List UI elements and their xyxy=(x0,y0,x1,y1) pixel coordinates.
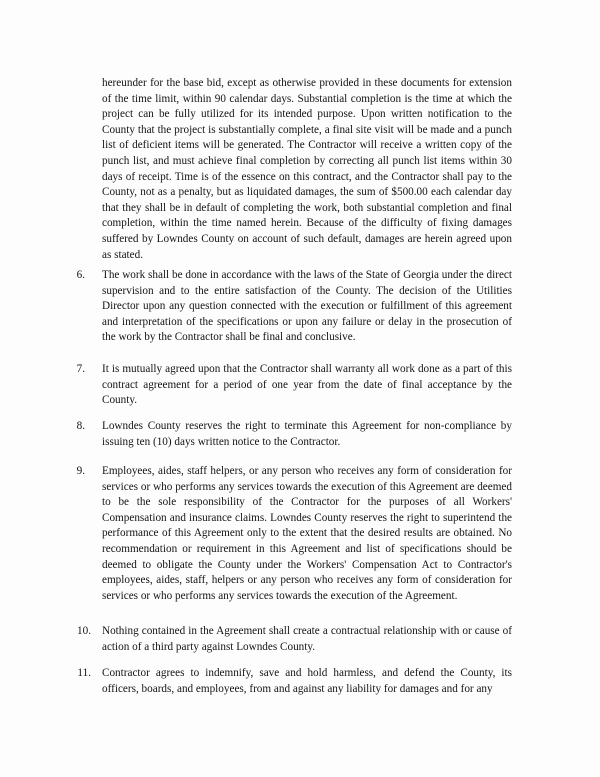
item-text: Nothing contained in the Agreement shall create a contractual relationship with or cause of action of a third party against Lowndes County. xyxy=(102,625,512,653)
item-number: 8. xyxy=(76,420,85,432)
item-number: 9. xyxy=(76,465,85,477)
item-text: Contractor agrees to indemnify, save and hold harmless, and defend the County, its officers, boards, and employees, from and against any liability for damages and for any xyxy=(102,667,512,695)
intro-paragraph: hereunder for the base bid, except as otherwise provided in these documents for extension of the time limit, within 90 calendar days. Substantial completion is the time at which the project can be fully utilized for its intended purpose. Upon written notification to the County that the project is substantially complete, a final site visit will be made and a punch list of deficient items will be generated. The Contractor will receive a written copy of the punch list, and must achieve final completion by correcting all punch list items within 30 days of receipt. Time is of the essence on this contract, and the Contractor shall pay to the County, not as a penalty, but as liquidated damages, the sum of $500.00 each calendar day that they shall be in default of completing the work, both substantial completion and final completion, within the time named herein. Because of the difficulty of fixing damages suffered by Lowndes County on account of such default, damages are herein agreed upon as stated. xyxy=(102,77,512,261)
item-number: 10. xyxy=(77,625,91,637)
item-number: 11. xyxy=(77,667,91,679)
item-number: 6. xyxy=(76,269,85,281)
item-text: It is mutually agreed upon that the Contractor shall warranty all work done as a part of this contract agreement for a period of one year from the date of final acceptance by the County. xyxy=(102,363,512,407)
item-number: 7. xyxy=(76,363,85,375)
item-text: Employees, aides, staff helpers, or any person who receives any form of consideration for services or who performs any services towards the execution of this Agreement are deemed to be the sole responsibility of the Contractor for the purposes of all Workers' Compensation and insurance claims. Lowndes County reserves the right to superintend the performance of this Agreement only to the extent that the desired results are obtained. No recommendation or requirement in this Agreement and list of specifications should be deemed to obligate the County under the Workers' Compensation Act to Contractor's employees, aides, staff, helpers or any person who receives any form of consideration for services or who performs any services towards the execution of the Agreement. xyxy=(102,465,512,602)
item-text: Lowndes County reserves the right to terminate this Agreement for non-compliance by issuing ten (10) days written notice to the Contractor. xyxy=(102,420,512,448)
item-text: The work shall be done in accordance with the laws of the State of Georgia under the direct supervision and to the entire satisfaction of the County. The decision of the Utilities Director upon any question connected with the execution or fulfillment of this agreement and interpretation of the specifications or upon any failure or delay in the prosecution of the work by the Contractor shall be final and conclusive. xyxy=(102,269,512,344)
